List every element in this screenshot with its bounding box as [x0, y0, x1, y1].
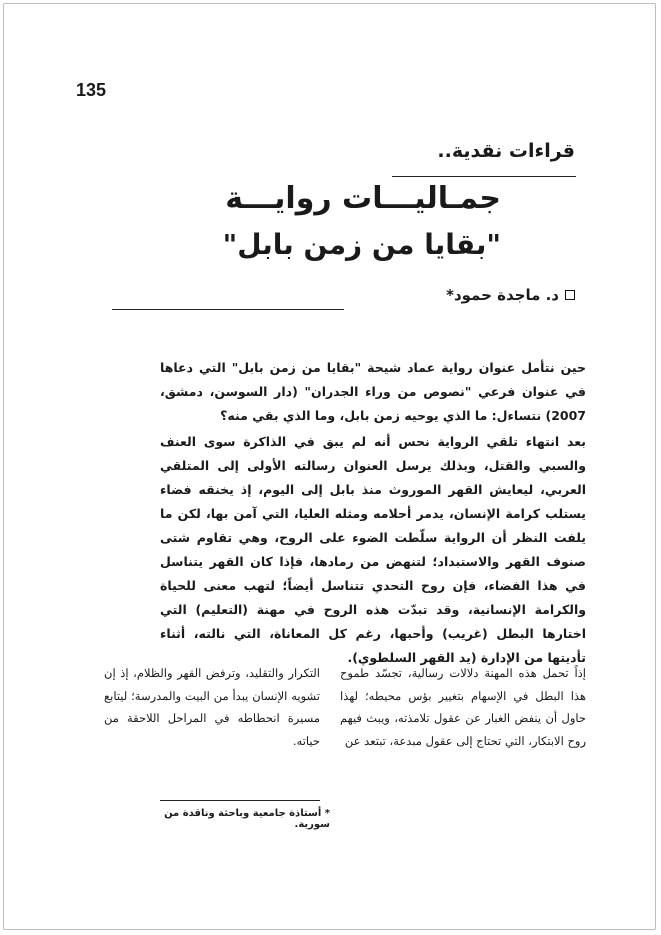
author-byline: [446, 286, 575, 304]
square-bullet-icon: [565, 290, 575, 300]
author-divider: [112, 309, 344, 310]
footnote-divider: [160, 800, 320, 801]
section-divider: [392, 176, 576, 177]
abstract-paragraph-1: حين نتأمل عنوان رواية عماد شيحة "بقايا من زمن بابل" التي دعاها في عنوان فرعي "نصوص من وراء الجدران" (دار السوسن، دمشق، 2007) نتساءل: ما الذي يوحيه زمن بابل، وما الذي بقي منه؟: [160, 360, 586, 423]
article-title-line2: "بقايا من زمن بابل": [222, 228, 501, 261]
author-name: د. ماجدة حمود*: [446, 286, 559, 304]
page-number: 135: [76, 80, 107, 100]
section-label: قراءات نقدية..: [437, 140, 575, 162]
footnote: * أستاذة جامعية وباحثة وناقدة من سورية.: [164, 808, 330, 830]
body-column-left: التكرار والتقليد، وترفض القهر والظلام، إذ إن تشويه الإنسان يبدأ من البيت والمدرسة؛ ليتابع مسيرة انحطاطه في المراحل اللاحقة من حياته.: [104, 666, 320, 748]
abstract-paragraph-2: بعد انتهاء تلقي الرواية نحس أنه لم يبق في الذاكرة سوى العنف والسبي والقتل، وبذلك يرسل العنوان رسالته الأولى إلى المتلقي العربي، ليعايش القهر الموروث منذ بابل إلى اليوم، إذ يخنقه فضاء يستلب كرامة الإنسان، يدمر أحلامه ومثله العليا، التي آمن بها، لكن ما يلفت النظر أن الرواية سلّطت الضوء على الروح، وهي تقاوم شتى صنوف القهر والاستبداد؛ لتنهض من رمادها، فإذا كان القهر يتناسل في هذا الفضاء، فإن روح التحدي تتناسل أيضاً؛ لتهب معنى للحياة والكرامة الإنسانية، وقد تبدّت هذه الروح في مهنة (التعليم) التي اختارها البطل (غريب) وأحبها، رغم كل المعاناة، التي نالته، أثناء تأديتها من الإدارة (يد القهر السلطوي).: [160, 434, 586, 665]
body-column-right: إذاً تحمل هذه المهنة دلالات رسالية، تجسّد طموح هذا البطل في الإسهام بتغيير بؤس محيطه؛ لهذا حاول أن ينفض الغبار عن عقول تلامذته، ويبث فيهم روح الابتكار، التي تحتاج إلى عقول مبدعة، تبتعد عن: [340, 666, 586, 748]
abstract: [160, 356, 586, 672]
article-title-line1: جمـاليـــات روايـــة: [225, 181, 501, 216]
